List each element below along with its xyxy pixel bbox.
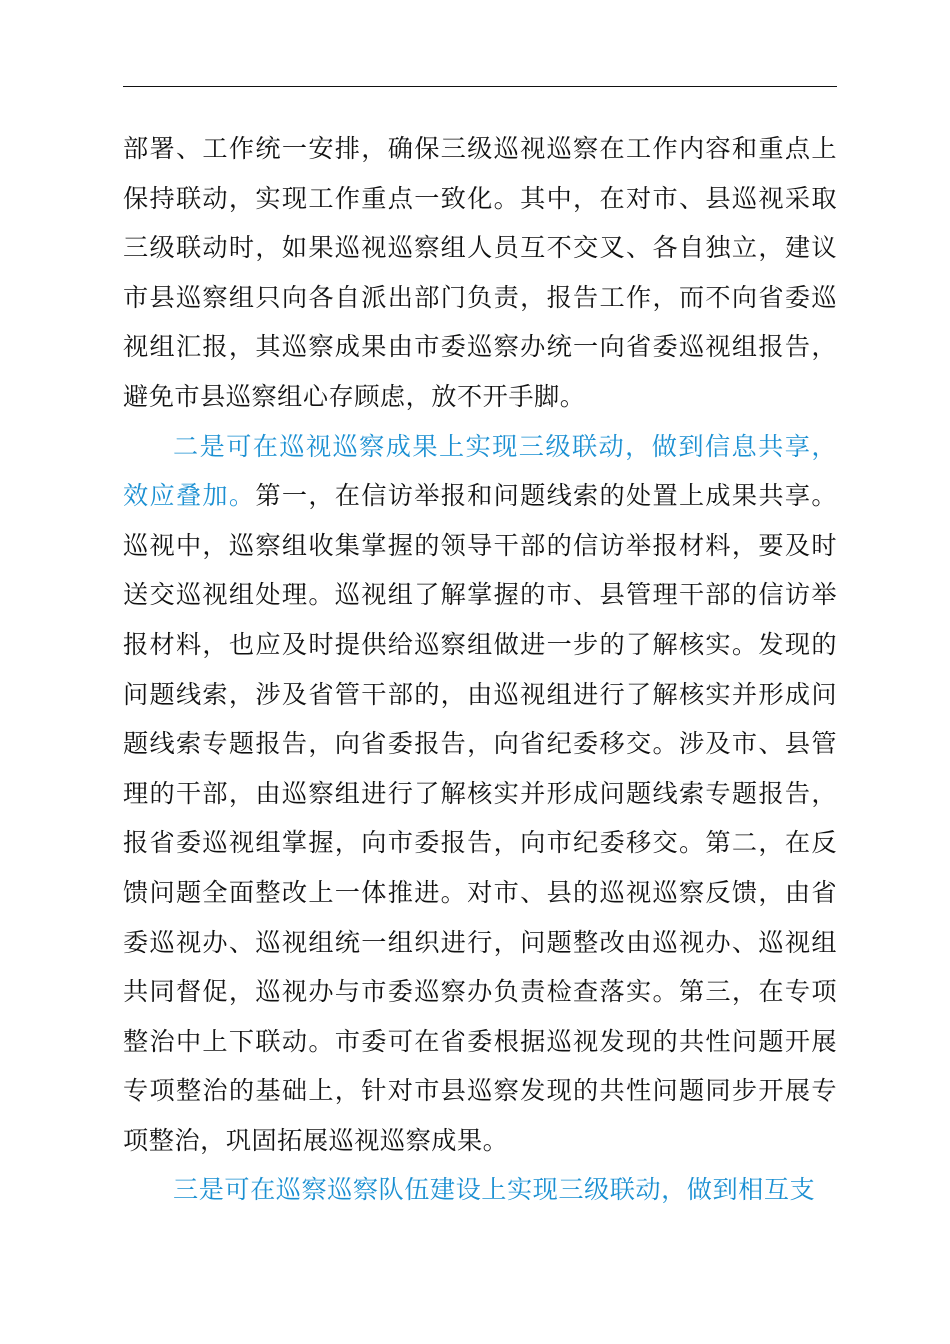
paragraph-text: 部署、工作统一安排，确保三级巡视巡察在工作内容和重点上保持联动，实现工作重点一致化。其中，在对市、县巡视采取三级联动时，如果巡视巡察组人员互不交叉、各自独立，建议市县巡察组只向各自派出部门负责，报告工作，而不向省委巡视组汇报，其巡察成果由市委巡察办统一向省委巡视组报告，避免市县巡察组心存顾虑，放不开手脚。 [123,134,837,411]
paragraph-team-linkage [123,1165,837,1215]
paragraph-results-linkage [123,422,837,1166]
document-body [123,124,837,1215]
header-rule [123,86,837,87]
paragraph-continuation [123,124,837,422]
paragraph-heading: 三是可在巡察巡察队伍建设上实现三级联动，做到相互支 [173,1175,816,1205]
paragraph-text: 第一，在信访举报和问题线索的处置上成果共享。巡视中，巡察组收集掌握的领导干部的信访举报材料，要及时送交巡视组处理。巡视组了解掌握的市、县管理干部的信访举报材料，也应及时提供给巡察组做进一步的了解核实。发现的问题线索，涉及省管干部的，由巡视组进行了解核实并形成问题线索专题报告，向省委报告，向省纪委移交。涉及市、县管理的干部，由巡察组进行了解核实并形成问题线索专题报告，报省委巡视组掌握，向市委报告，向市纪委移交。第二，在反馈问题全面整改上一体推进。对市、县的巡视巡察反馈，由省委巡视办、巡视组统一组织进行，问题整改由巡视办、巡视组共同督促，巡视办与市委巡察办负责检查落实。第三，在专项整治中上下联动。市委可在省委根据巡视发现的共性问题开展专项整治的基础上，针对市县巡察发现的共性问题同步开展专项整治，巩固拓展巡视巡察成果。 [123,481,838,1155]
paragraph-heading: 二是可在巡视巡察成果上实现三级联动，做到信息共享，效应叠加。 [123,431,837,511]
